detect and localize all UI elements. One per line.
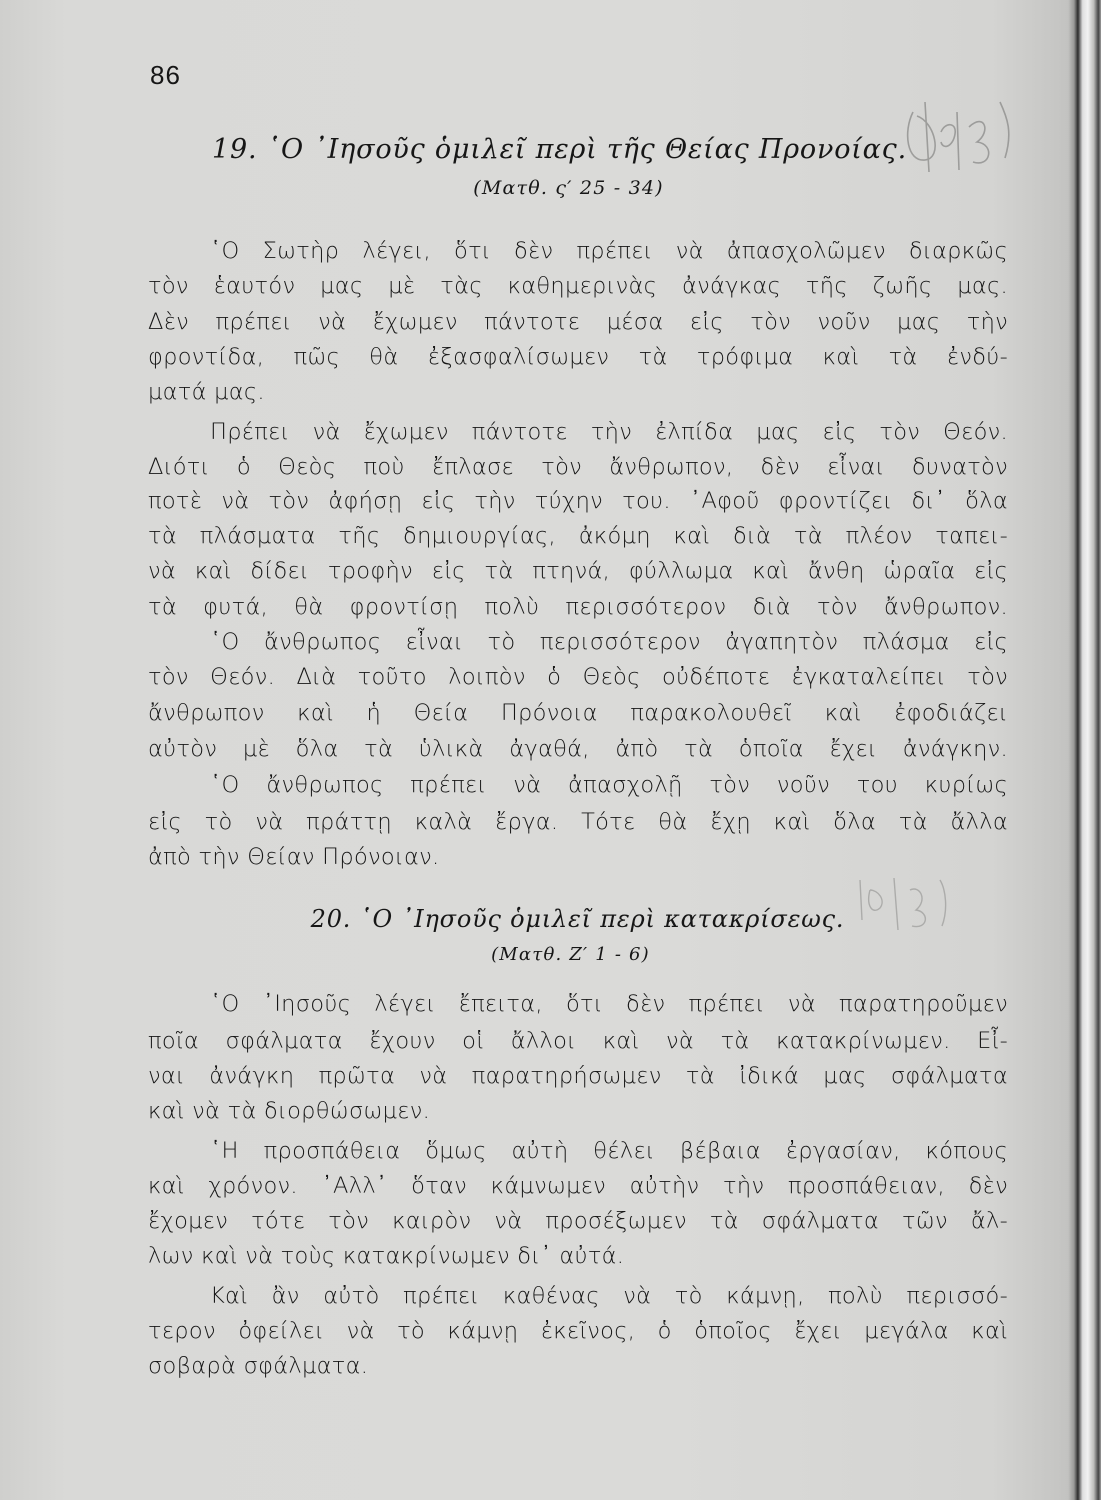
body-text-line: Πρέπει νὰ ἔχωμεν πάντοτε τὴν ἐλπίδα μας εἰς τὸν Θεόν. xyxy=(210,419,1008,445)
body-text-line: λων καὶ νὰ τοὺς κατακρίνωμεν δι᾿ αὐτά. xyxy=(148,1243,625,1269)
body-text-line: τὸν ἑαυτόν μας μὲ τὰς καθημερινὰς ἀνάγκας τῆς ζωῆς μας. xyxy=(148,273,1008,299)
body-text-line: ῾Ο ἄνθρωπος εἶναι τὸ περισσότερον ἀγαπητὸν πλάσμα εἰς xyxy=(210,629,1008,655)
body-text-line: Καὶ ἂν αὐτὸ πρέπει καθένας νὰ τὸ κάμνῃ, πολὺ περισσό- xyxy=(210,1283,1008,1309)
body-text-line: ναι ἀνάγκη πρῶτα νὰ παρατηρήσωμεν τὰ ἰδικά μας σφάλματα xyxy=(148,1063,1008,1089)
body-text-line: ποῖα σφάλματα ἔχουν οἱ ἄλλοι καὶ νὰ τὰ κατακρίνωμεν. Εἶ- xyxy=(148,1028,1008,1054)
body-text-line: ματά μας. xyxy=(148,379,265,405)
body-text-line: Δὲν πρέπει νὰ ἔχωμεν πάντοτε μέσα εἰς τὸν νοῦν μας τὴν xyxy=(148,309,1008,335)
body-text-line: ῾Η προσπάθεια ὅμως αὐτὴ θέλει βέβαια ἐργασίαν, κόπους xyxy=(210,1138,1008,1164)
body-text-line: νὰ καὶ δίδει τροφὴν εἰς τὰ πτηνά, φύλλωμα καὶ ἄνθη ὡραῖα εἰς xyxy=(148,558,1008,584)
body-text-line: ποτὲ νὰ τὸν ἀφήσῃ εἰς τὴν τύχην του. ᾿Αφοῦ φροντίζει δι᾿ ὅλα xyxy=(148,488,1008,514)
body-text-line: Διότι ὁ Θεὸς ποὺ ἔπλασε τὸν ἄνθρωπον, δὲν εἶναι δυνατὸν xyxy=(148,454,1008,480)
scripture-reference-20: (Ματθ. Ζ′ 1 - 6) xyxy=(491,944,650,965)
body-text-line: εἰς τὸ νὰ πράττῃ καλὰ ἔργα. Τότε θὰ ἔχῃ καὶ ὅλα τὰ ἄλλα xyxy=(148,809,1008,835)
body-text-line: καὶ χρόνον. ᾿Αλλ᾿ ὅταν κάμνωμεν αὐτὴν τὴν προσπάθειαν, δὲν xyxy=(148,1173,1008,1199)
body-text-line: ἄνθρωπον καὶ ἡ Θεία Πρόνοια παρακολουθεῖ καὶ ἐφοδιάζει xyxy=(148,700,1008,726)
body-text-line: τερον ὀφείλει νὰ τὸ κάμνῃ ἐκεῖνος, ὁ ὁποῖος ἔχει μεγάλα καὶ xyxy=(148,1318,1008,1344)
body-text-line: τὰ φυτά, θὰ φροντίσῃ πολὺ περισσότερον διὰ τὸν ἄνθρωπον. xyxy=(148,594,1008,620)
pencil-annotation-mark xyxy=(895,72,1035,182)
section-heading-19: 19. ῾Ο ᾿Ιησοῦς ὁμιλεῖ περὶ τῆς Θείας Προνοίας. xyxy=(212,134,907,165)
body-text-line: ῾Ο Σωτὴρ λέγει, ὅτι δὲν πρέπει νὰ ἀπασχολῶμεν διαρκῶς xyxy=(210,238,1008,264)
page-number: 86 xyxy=(150,60,181,90)
body-text-line: αὐτὸν μὲ ὅλα τὰ ὑλικὰ ἀγαθά, ἀπὸ τὰ ὁποῖα ἔχει ἀνάγκην. xyxy=(148,736,1008,762)
body-text-line: σοβαρὰ σφάλματα. xyxy=(148,1353,369,1379)
book-binding-edge xyxy=(1068,0,1101,1500)
body-text-line: τὰ πλάσματα τῆς δημιουργίας, ἀκόμη καὶ διὰ τὰ πλέον ταπει- xyxy=(148,523,1008,549)
body-text-line: καὶ νὰ τὰ διορθώσωμεν. xyxy=(148,1098,431,1124)
body-text-line: τὸν Θεόν. Διὰ τοῦτο λοιπὸν ὁ Θεὸς οὐδέποτε ἐγκαταλείπει τὸν xyxy=(148,664,1008,690)
section-heading-20: 20. ῾Ο ᾿Ιησοῦς ὁμιλεῖ περὶ κατακρίσεως. xyxy=(310,905,845,933)
body-text-line: ἀπὸ τὴν Θείαν Πρόνοιαν. xyxy=(148,844,440,870)
body-text-line: ῾Ο ἄνθρωπος πρέπει νὰ ἀπασχολῇ τὸν νοῦν του κυρίως xyxy=(210,772,1008,798)
scripture-reference-19: (Ματθ. ς′ 25 - 34) xyxy=(473,177,664,199)
body-text-line: ῾Ο ᾿Ιησοῦς λέγει ἔπειτα, ὅτι δὲν πρέπει νὰ παρατηροῦμεν xyxy=(210,991,1008,1017)
body-text-line: ἔχομεν τότε τὸν καιρὸν νὰ προσέξωμεν τὰ σφάλματα τῶν ἄλ- xyxy=(148,1208,1008,1234)
body-text-line: φροντίδα, πῶς θὰ ἐξασφαλίσωμεν τὰ τρόφιμα καὶ τὰ ἐνδύ- xyxy=(148,344,1008,370)
